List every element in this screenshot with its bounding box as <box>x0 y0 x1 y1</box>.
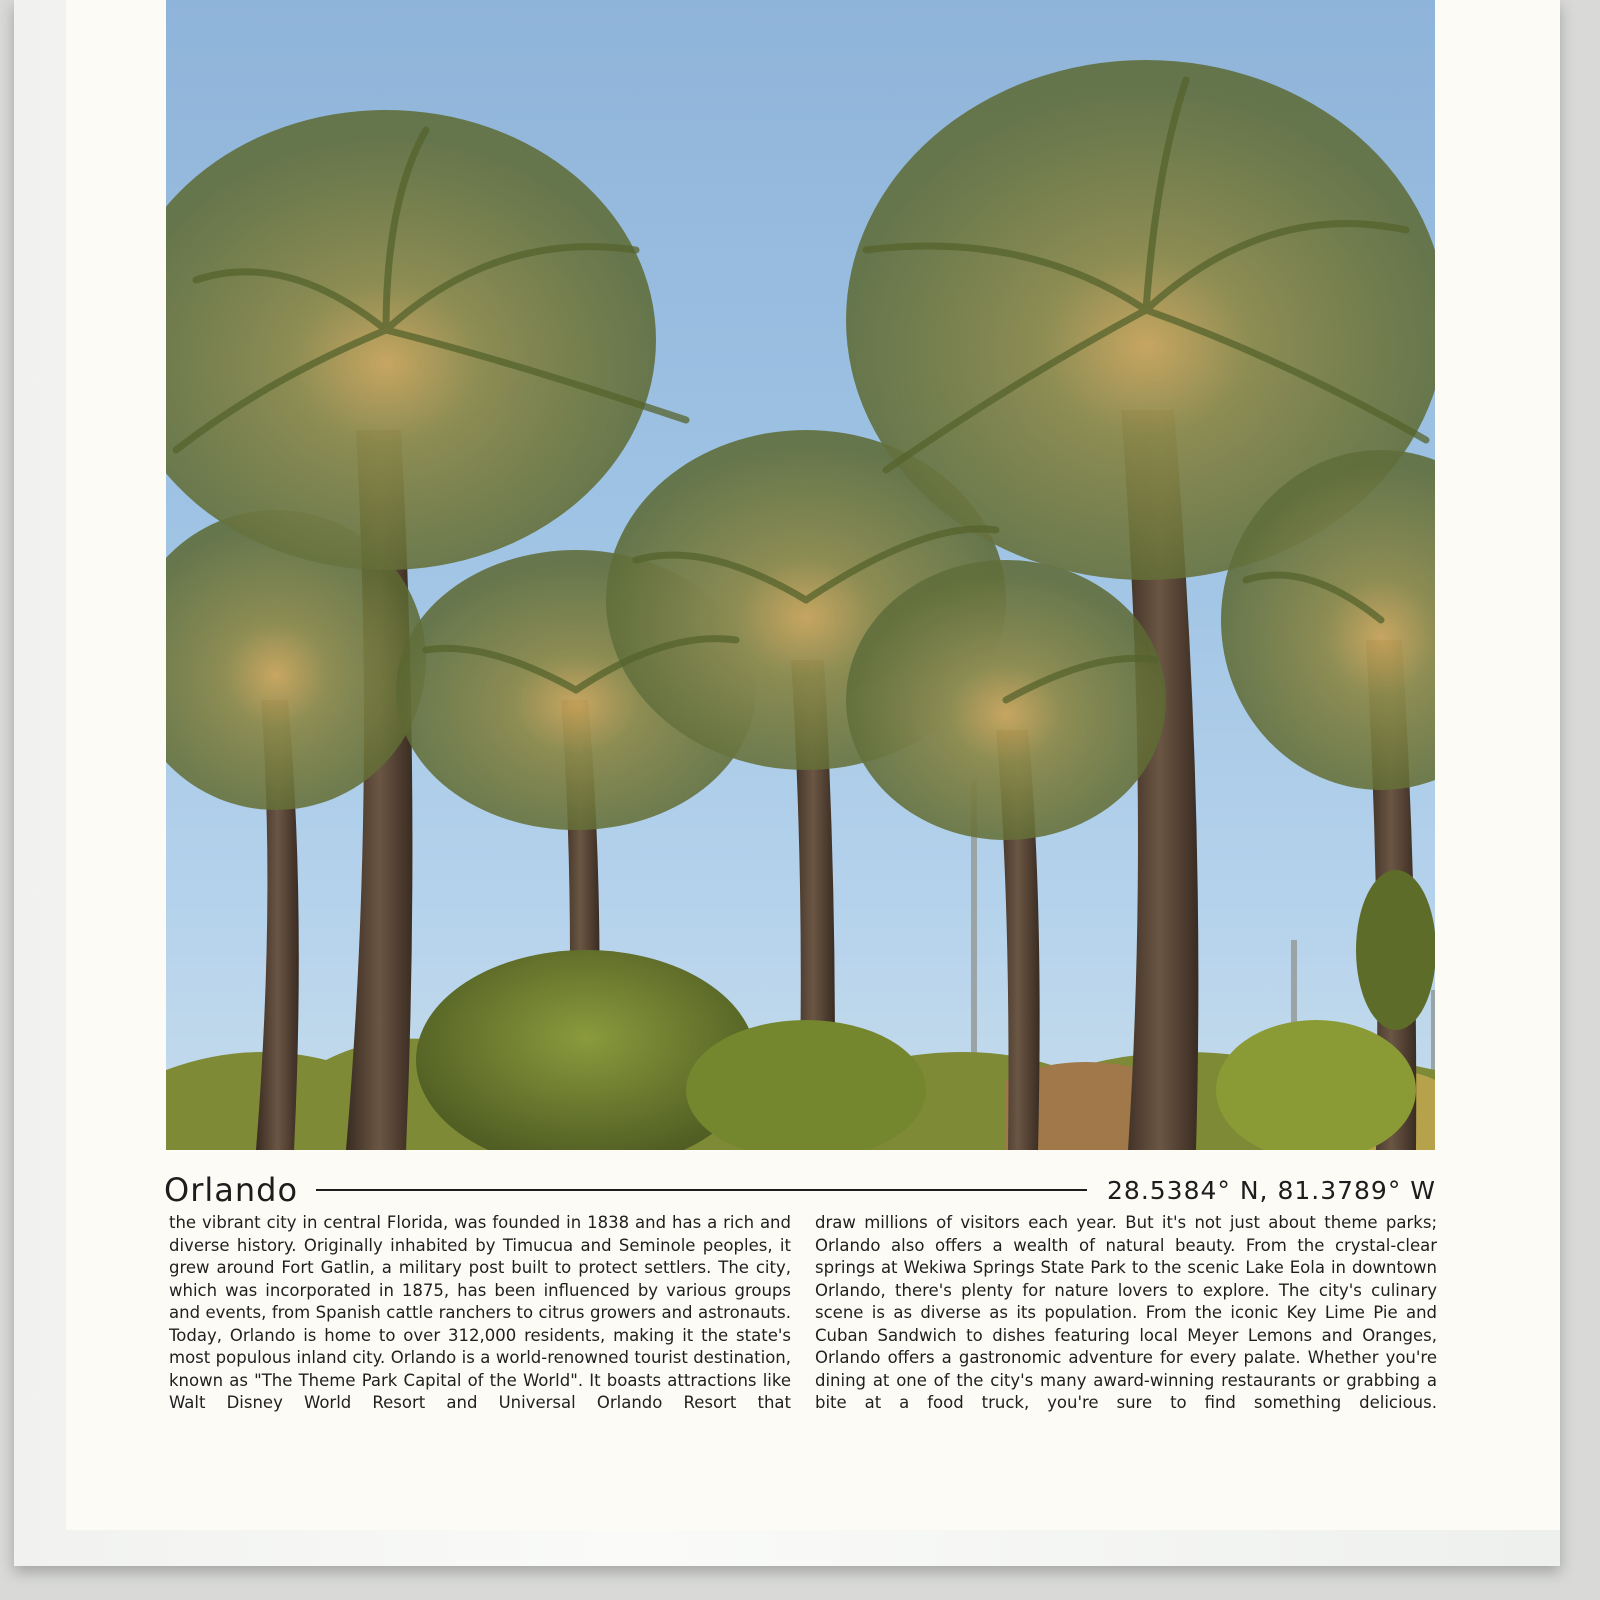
description-left-column: the vibrant city in central Florida, was founded in 1838 and has a rich and diverse history. Originally inhabited by Timucua and Seminole peoples, it grew around Fort Gatlin, a military post built to protect settlers. The city, which was incorporated in 1875, has been influenced by various groups and events, from Spanish cattle ranchers to citrus growers and astronauts. Today, Orlando is home to over 312,000 residents, making it the state's most populous inland city. Orlando is a world-renowned tourist destination, known as "The Theme Park Capital of the World". It boasts attractions like Walt Disney World Resort and Universal Orlando Resort that <box>169 1213 791 1412</box>
poster-title-row <box>164 1168 1436 1212</box>
palm-trees-painting <box>166 0 1435 1150</box>
city-name: Orlando <box>164 1171 299 1209</box>
description-right-column: draw millions of visitors each year. But it's not just about theme parks; Orlando also offers a wealth of natural beauty. From the crystal-clear springs at Wekiwa Springs State Park to the scenic Lake Eola in downtown Orlando, there's plenty for nature lovers to explore. The city's culinary scene is as diverse as its population. From the iconic Key Lime Pie and Cuban Sandwich to dishes featuring local Meyer Lemons and Oranges, Orlando offers a gastronomic adventure for every palate. Whether you're dining at one of the city's many award-winning restaurants or grabbing a bite at a food truck, you're sure to find something delicious. <box>815 1213 1437 1412</box>
city-coordinates: 28.5384° N, 81.3789° W <box>1107 1175 1436 1205</box>
title-divider-line <box>316 1189 1087 1191</box>
